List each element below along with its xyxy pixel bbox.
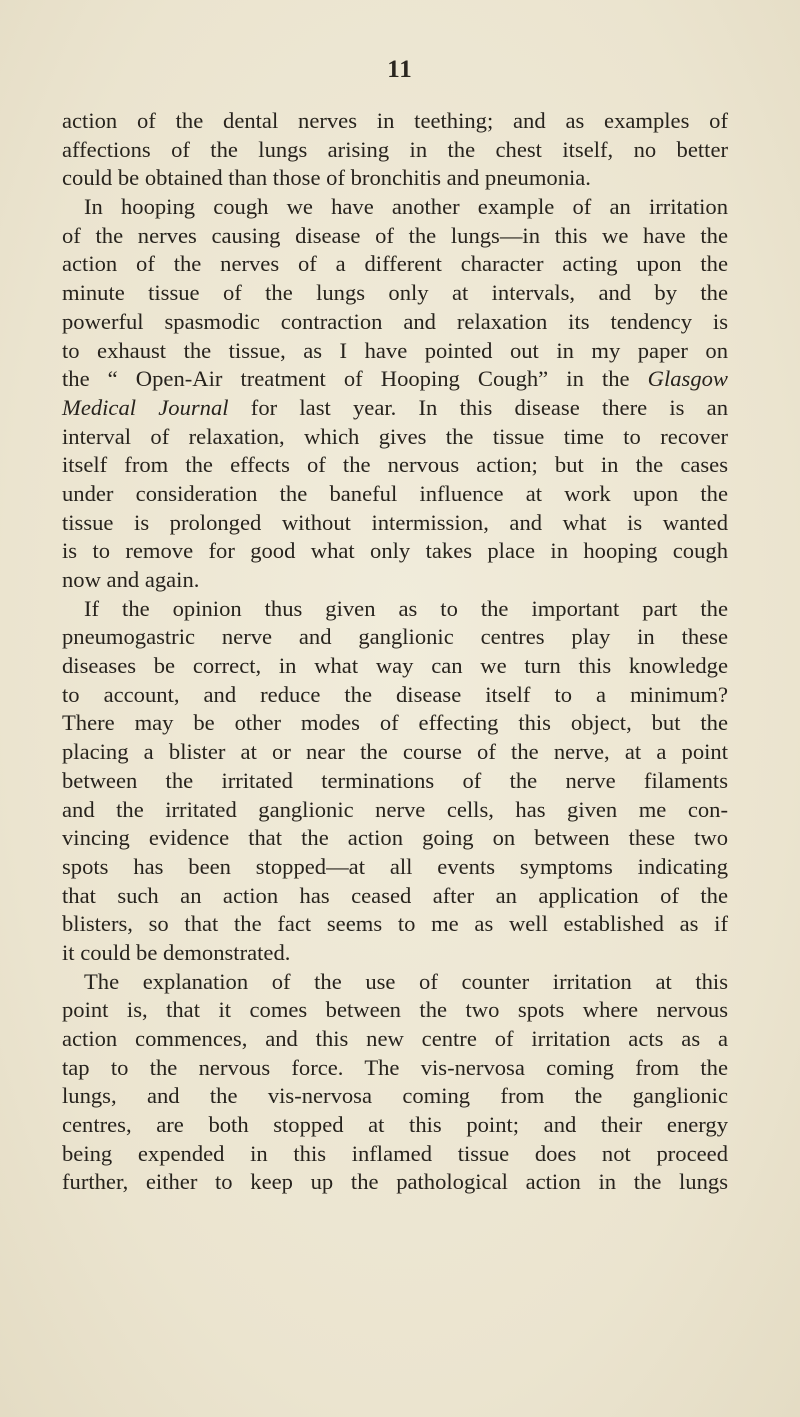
text-line: minute tissue of the lungs only at intervals, and by the [62,280,728,306]
text-line: to account, and reduce the disease itself to a minimum? [62,681,728,707]
text-line: that such an action has ceased after an application of the [62,882,728,908]
text-line: further, either to keep up the pathological action in the lungs [62,1169,728,1195]
text-line: action of the nerves of a different character acting upon the [62,251,728,277]
text-line: tap to the nervous force. The vis-nervosa coming from the [62,1054,728,1080]
text-line: diseases be correct, in what way can we turn this knowledge [62,653,728,679]
paragraph [62,968,728,1198]
text-line [62,365,728,394]
text-segment: the “ Open-Air treatment of Hooping Cough” in the [62,366,648,392]
text-line: The explanation of the use of counter irritation at this [84,968,728,994]
text-line: pneumogastric nerve and ganglionic centres play in these [62,624,728,650]
text-line: is to remove for good what only takes place in hooping cough [62,538,728,564]
text-segment: for last year. In this disease there is an [228,394,728,420]
page-number: 11 [387,56,413,83]
text-line: to exhaust the tissue, as I have pointed out in my paper on [62,337,728,363]
paragraph [62,107,728,193]
text-line: under consideration the baneful influence at work upon the [62,480,728,506]
text-line: now and again. [62,567,200,592]
italic-text: Medical Journal [62,394,229,420]
text-line: it could be demonstrated. [62,939,291,965]
text-line: of the nerves causing disease of the lungs—in this we have the [62,222,728,248]
text-line: spots has been stopped—at all events symptoms indicating [62,853,728,879]
text-line: In hooping cough we have another example of an irritation [84,194,728,220]
text-line: itself from the effects of the nervous action; but in the cases [62,452,728,478]
text-line: tissue is prolonged without intermission, and what is wanted [62,509,728,535]
text-line: vincing evidence that the action going on between these two [62,825,728,851]
text-line: could be obtained than those of bronchitis and pneumonia. [62,165,591,191]
text-line [62,394,728,423]
text-line: lungs, and the vis-nervosa coming from the ganglionic [62,1083,728,1109]
text-line: action commences, and this new centre of irritation acts as a [62,1026,728,1051]
text-line: being expended in this inflamed tissue does not proceed [62,1140,728,1166]
text-line: If the opinion thus given as to the important part the [84,595,728,621]
text-line: There may be other modes of effecting this object, but the [62,710,728,736]
italic-text: Glasgow [647,366,728,392]
text-line: blisters, so that the fact seems to me as well established as if [62,911,728,937]
text-line: centres, are both stopped at this point; and their energy [62,1112,728,1138]
text-line: between the irritated terminations of the nerve filaments [62,767,728,793]
paragraph [62,193,728,595]
text-line: placing a blister at or near the course of the nerve, at a point [62,739,728,765]
text-line: point is, that it comes between the two spots where nervous [62,997,728,1023]
text-line: interval of relaxation, which gives the tissue time to recover [62,423,728,449]
text-line: action of the dental nerves in teething; and as examples of [62,108,728,133]
body-text [62,107,728,1197]
text-line: affections of the lungs arising in the chest itself, no better [62,136,728,162]
paragraph [62,595,728,968]
text-line: and the irritated ganglionic nerve cells, has given me con- [62,796,728,822]
text-line: powerful spasmodic contraction and relaxation its tendency is [62,308,728,334]
